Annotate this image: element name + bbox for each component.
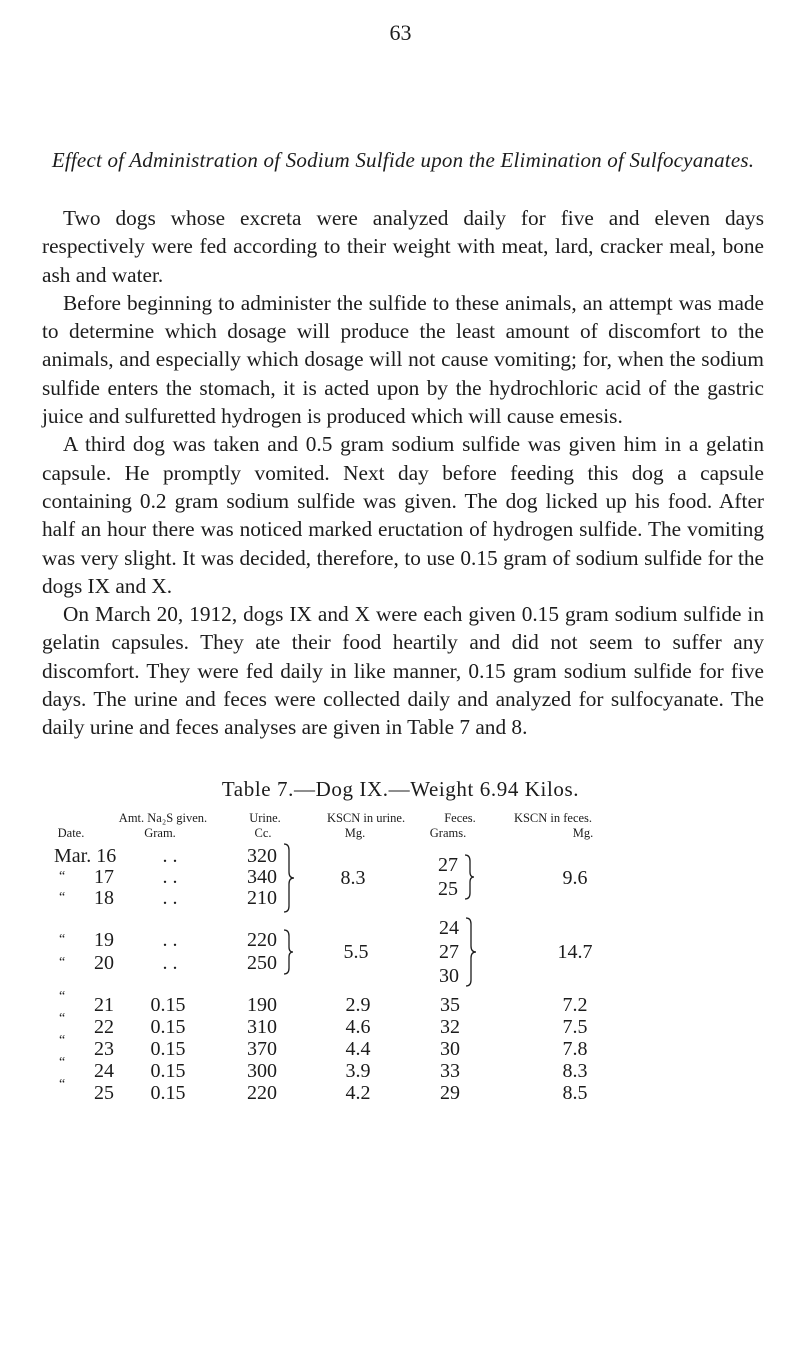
- ditto-mark: “: [59, 932, 66, 947]
- right-brace: [282, 842, 296, 914]
- kscn-urine-cell: 3.9: [345, 1060, 371, 1082]
- header-urine: Urine.: [249, 811, 281, 825]
- urine-cell: 220: [247, 929, 277, 951]
- feces-cell: 30: [439, 965, 459, 987]
- ditto-mark: “: [59, 1011, 66, 1026]
- header-na2s: Amt. Na₂S given.: [118, 811, 208, 825]
- feces-cell: 35: [440, 994, 460, 1016]
- ditto-mark: “: [59, 1077, 66, 1092]
- date-cell: 21: [94, 994, 114, 1016]
- body-text: [42, 204, 764, 742]
- header-urine-unit: Cc.: [254, 826, 272, 840]
- kscn-feces-cell: 8.3: [562, 1060, 588, 1082]
- date-cell: 20: [94, 952, 114, 974]
- header-kscn-urine: KSCN in urine.: [326, 811, 406, 825]
- right-brace: [463, 853, 475, 901]
- kscn-urine-cell: 5.5: [343, 941, 369, 963]
- header-kscn-feces-unit: Mg.: [572, 826, 594, 840]
- na2s-cell: . .: [162, 929, 178, 951]
- na2s-cell: 0.15: [150, 1060, 186, 1082]
- na2s-cell: 0.15: [150, 1038, 186, 1060]
- urine-cell: 210: [247, 887, 277, 909]
- kscn-urine-cell: 4.4: [345, 1038, 371, 1060]
- na2s-cell: 0.15: [150, 1082, 186, 1104]
- date-cell: 19: [94, 929, 114, 951]
- date-cell: 17: [94, 866, 114, 888]
- date-cell: 22: [94, 1016, 114, 1038]
- date-cell: 23: [94, 1038, 114, 1060]
- date-cell: Mar. 16: [54, 845, 117, 867]
- ditto-mark: “: [59, 989, 66, 1004]
- table-title: Table 7.—Dog IX.—Weight 6.94 Kilos.: [221, 777, 580, 801]
- header-na2s-unit: Gram.: [144, 826, 176, 840]
- urine-cell: 190: [247, 994, 277, 1016]
- date-cell: 18: [94, 887, 114, 909]
- kscn-urine-cell: 8.3: [340, 867, 366, 889]
- page-number: 63: [389, 20, 412, 45]
- right-brace: [464, 916, 478, 988]
- date-cell: 25: [94, 1082, 114, 1104]
- kscn-feces-cell: 7.2: [562, 994, 588, 1016]
- feces-cell: 24: [439, 917, 459, 939]
- paragraph: A third dog was taken and 0.5 gram sodium sulfide was given him in a gelatin capsule. He promptly vomited. Next day before feeding this dog a capsule containing 0.2 gram sodium sulfide was given. The dog licked up his food. After half an hour there was noticed marked eructation of hydrogen sulfide. The vomiting was very slight. It was decided, therefore, to use 0.15 gram of sodium sulfide for the dogs IX and X.: [42, 432, 764, 598]
- na2s-cell: . .: [162, 845, 178, 867]
- paragraph: Two dogs whose excreta were analyzed daily for five and eleven days respectively were fed according to their weight with meat, lard, cracker meal, bone ash and water.: [42, 206, 764, 287]
- urine-cell: 220: [247, 1082, 277, 1104]
- na2s-cell: . .: [162, 887, 178, 909]
- kscn-feces-cell: 14.7: [557, 941, 593, 963]
- ditto-mark: “: [59, 869, 66, 884]
- header-kscn-feces: KSCN in feces.: [513, 811, 593, 825]
- kscn-feces-cell: 9.6: [562, 867, 588, 889]
- paragraph: Before beginning to administer the sulfide to these animals, an attempt was made to determine which dosage will produce the least amount of discomfort to the animals, and especially which dosage will not cause vomiting; for, when the sodium sulfide enters the stomach, it is acted upon by the hydrochloric acid of the gastric juice and sulfuretted hydrogen is produced which will cause emesis.: [42, 290, 764, 429]
- kscn-urine-cell: 4.6: [345, 1016, 371, 1038]
- header-feces-unit: Grams.: [429, 826, 467, 840]
- ditto-mark: “: [59, 1033, 66, 1048]
- ditto-mark: “: [59, 1055, 66, 1070]
- urine-cell: 300: [247, 1060, 277, 1082]
- urine-cell: 340: [247, 866, 277, 888]
- urine-cell: 370: [247, 1038, 277, 1060]
- right-brace: [282, 928, 294, 976]
- feces-cell: 33: [440, 1060, 460, 1082]
- header-date: Date.: [57, 826, 85, 840]
- urine-cell: 320: [247, 845, 277, 867]
- feces-cell: 27: [439, 941, 459, 963]
- date-cell: 24: [94, 1060, 114, 1082]
- urine-cell: 310: [247, 1016, 277, 1038]
- ditto-mark: “: [59, 955, 66, 970]
- na2s-cell: 0.15: [150, 994, 186, 1016]
- kscn-feces-cell: 7.8: [562, 1038, 588, 1060]
- feces-cell: 32: [440, 1016, 460, 1038]
- feces-cell: 29: [440, 1082, 460, 1104]
- feces-cell: 27: [438, 854, 458, 876]
- kscn-feces-cell: 7.5: [562, 1016, 588, 1038]
- na2s-cell: . .: [162, 866, 178, 888]
- na2s-cell: . .: [162, 952, 178, 974]
- paragraph: On March 20, 1912, dogs IX and X were each given 0.15 gram sodium sulfide in gelatin capsules. They ate their food heartily and did not seem to suffer any discomfort. They were fed daily in like manner, 0.15 gram sodium sulfide for five days. The urine and feces were collected daily and analyzed for sulfocyanate. The daily urine and feces analyses are given in Table 7 and 8.: [42, 602, 764, 740]
- feces-cell: 30: [440, 1038, 460, 1060]
- kscn-urine-cell: 2.9: [345, 994, 371, 1016]
- urine-cell: 250: [247, 952, 277, 974]
- kscn-urine-cell: 4.2: [345, 1082, 371, 1104]
- ditto-mark: “: [59, 890, 66, 905]
- header-feces: Feces.: [444, 811, 476, 825]
- na2s-cell: 0.15: [150, 1016, 186, 1038]
- header-kscn-urine-unit: Mg.: [344, 826, 366, 840]
- feces-cell: 25: [438, 878, 458, 900]
- section-title: Effect of Administration of Sodium Sulfide upon the Elimination of Sulfocyanates.: [51, 148, 755, 172]
- kscn-feces-cell: 8.5: [562, 1082, 588, 1104]
